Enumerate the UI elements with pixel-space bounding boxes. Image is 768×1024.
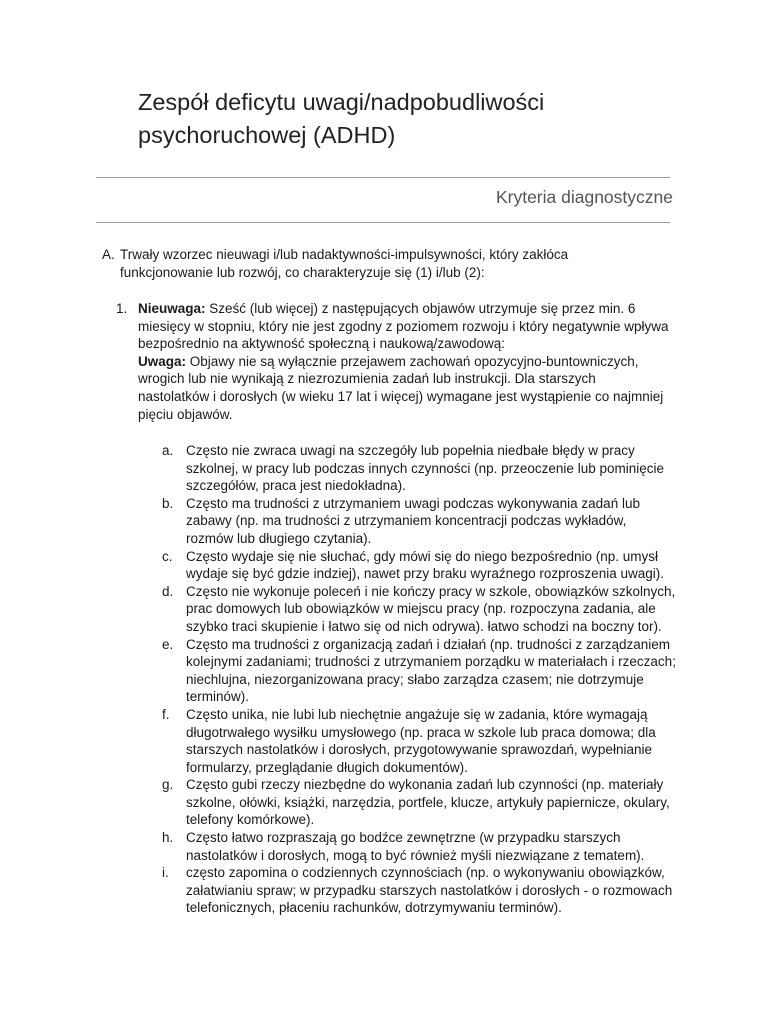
list-item-text: często zapomina o codziennych czynnościach (np. o wykonywaniu obowiązków, załatwianiu spraw; w przypadku starszych nastolatków i dorosłych - o rozmowach telefonicznych, płaceniu rachunków, dotrzymywaniu terminów).: [186, 865, 673, 916]
symptom-list: [162, 442, 682, 917]
item-1-content: [138, 300, 670, 423]
list-item-text: Często ma trudności z utrzymaniem uwagi podczas wykonywania zadań lub zabawy (np. ma trudności z utrzymaniem koncentracji podczas wykładów, rozmów lub długiego czytania).: [186, 495, 640, 546]
list-item-text: Często unika, nie lubi lub niechętnie angażuje się w zadania, które wymagają długotrwałego wysiłku umysłowego (np. praca w szkole lub praca domowa; dla starszych nastolatków i dorosłych, przygotowywanie sprawozdań, wypełnianie formularzy, przeglądanie długich dokumentów).: [186, 706, 656, 775]
list-item: [162, 706, 682, 776]
list-item-marker: e.: [162, 636, 174, 652]
list-item: [162, 548, 682, 583]
list-item-text: Często łatwo rozpraszają go bodźce zewnętrzne (w przypadku starszych nastolatków i dorosłych, mogą to być również myśli niezwiązane z tematem).: [186, 830, 645, 863]
list-item: [162, 495, 682, 548]
list-item-marker: b.: [162, 495, 174, 511]
item-1-marker: 1.: [116, 301, 128, 316]
list-item: [162, 776, 682, 829]
item-1-note-label: Uwaga:: [138, 353, 187, 369]
list-item: [162, 442, 682, 495]
list-item-marker: c.: [162, 548, 173, 564]
item-1-text: Sześć (lub więcej) z następujących objawów utrzymuje się przez min. 6 miesięcy w stopniu, który nie jest zgodny z poziomem rozwoju i który negatywnie wpływa bezpośrednio na aktywność społeczną i naukową/zawodową:: [138, 301, 669, 352]
list-item: [162, 583, 682, 636]
list-item-marker: h.: [162, 830, 174, 846]
list-item-marker: f.: [162, 706, 170, 722]
item-1-label: Nieuwaga:: [138, 301, 206, 316]
list-item-marker: g.: [162, 777, 174, 793]
criterion-a-marker: A.: [102, 247, 115, 262]
list-item-marker: i.: [162, 865, 169, 881]
divider-top: [96, 177, 670, 178]
list-item-text: Często nie zwraca uwagi na szczegóły lub popełnia niedbałe błędy w pracy szkolnej, w pracy lub podczas innych czynności (np. przeoczenie lub pominięcie szczegółów, praca jest niedokładna).: [186, 443, 664, 494]
list-item-marker: d.: [162, 583, 174, 599]
list-item-text: Często wydaje się nie słuchać, gdy mówi się do niego bezpośrednio (np. umysł wydaje się być gdzie indziej), nawet przy braku wyraźnego rozproszenia uwagi).: [186, 548, 664, 582]
document-subtitle: Kryteria diagnostyczne: [495, 187, 673, 207]
list-item-text: Często gubi rzeczy niezbędne do wykonania zadań lub czynności (np. materiały szkolne, ołówki, książki, narzędzia, portfele, klucze, artykuły papiernicze, okulary, telefony komórkowe).: [186, 777, 670, 828]
list-item: [162, 864, 682, 917]
divider-bottom: [96, 222, 670, 223]
item-1-note-text: Objawy nie są wyłącznie przejawem zachowań opozycyjno-buntowniczych, wrogich lub nie wynikają z niezrozumienia zadań lub instrukcji. Dla starszych nastolatków i dorosłych (w wieku 17 lat i więcej) wymagane jest wystąpienie co najmniej pięciu objawów.: [138, 353, 664, 422]
list-item-text: Często nie wykonuje poleceń i nie kończy pracy w szkole, obowiązków szkolnych, prac domowych lub obowiązków w miejscu pracy (np. rozpoczyna zadania, ale szybko traci skupienie i łatwo się od nich odrywa). łatwo schodzi na boczny tor).: [186, 583, 676, 634]
document-title: Zespół deficytu uwagi/nadpobudliwości psychoruchowej (ADHD): [138, 89, 545, 148]
list-item-marker: a.: [162, 443, 174, 458]
criterion-a-text: Trwały wzorzec nieuwagi i/lub nadaktywności-impulsywności, który zakłóca funkcjonowanie lub rozwój, co charakteryzuje się (1) i/lub (2):: [120, 247, 569, 280]
list-item: [162, 829, 682, 864]
list-item: [162, 636, 682, 706]
list-item-text: Często ma trudności z organizacją zadań i działań (np. trudności z zarządzaniem kolejnymi zadaniami; trudności z utrzymaniem porządku w materiałach i rzeczach; niechlujna, niezorganizowana pracy; słabo zarządza czasem; nie dotrzymuje terminów).: [186, 636, 676, 705]
